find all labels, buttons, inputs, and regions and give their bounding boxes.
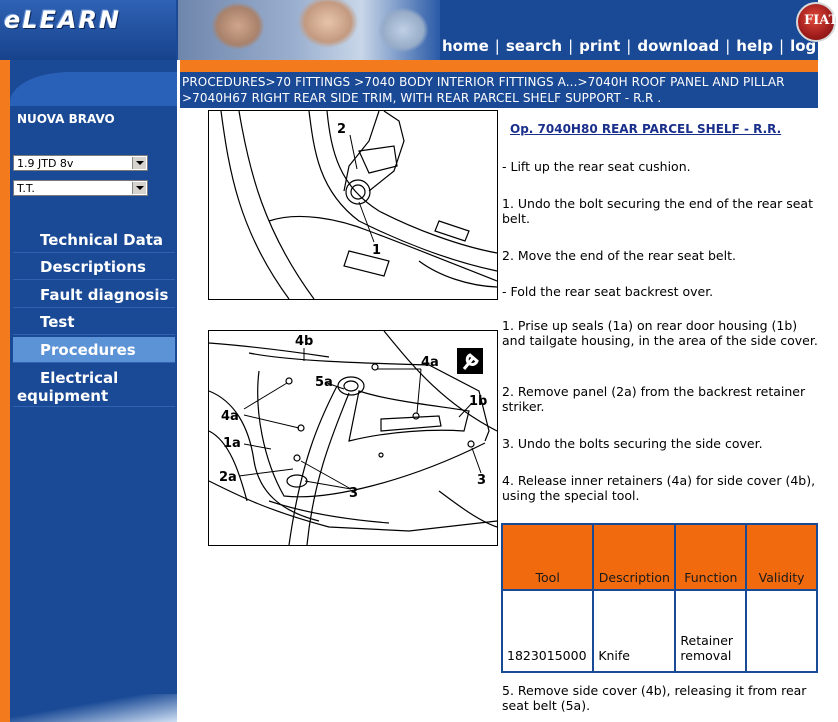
menu-item-label: Technical Data: [40, 231, 164, 249]
menu-item-test[interactable]: [13, 309, 175, 335]
menu-item-label-line-2: equipment: [17, 387, 109, 405]
side-cover-diagram: [209, 331, 497, 545]
procedure-step: 2. Move the end of the rear seat belt.: [502, 248, 736, 263]
header-banner-photo: [178, 0, 440, 60]
logo-text: eLEARN: [4, 6, 122, 34]
menu-item-technical-data[interactable]: [13, 227, 175, 253]
callout-label: 4a: [421, 355, 439, 370]
procedure-step: - Fold the rear seat backrest over.: [502, 284, 714, 299]
seat-belt-diagram: [209, 111, 497, 299]
top-header: [0, 0, 838, 60]
procedure-step: 3. Undo the bolts securing the side cover.: [502, 436, 763, 451]
nav-search-link[interactable]: search: [505, 37, 563, 55]
nav-separator: |: [779, 37, 785, 55]
column-header-description: Description: [593, 524, 675, 590]
version-select[interactable]: [13, 180, 148, 196]
menu-item-label: Procedures: [40, 341, 136, 359]
callout-label: 3: [477, 473, 487, 488]
nav-separator: |: [626, 37, 632, 55]
operation-title-link[interactable]: Op. 7040H80 REAR PARCEL SHELF - R.R.: [510, 122, 782, 136]
cell-description: Knife: [593, 590, 675, 672]
elearn-logo: [0, 0, 176, 60]
sidebar-swoosh: [10, 72, 177, 106]
menu-item-electrical-equipment[interactable]: [13, 365, 175, 407]
menu-item-label: Descriptions: [40, 258, 146, 276]
version-select-value: T.T.: [17, 182, 35, 195]
breadcrumb-line-2: >7040H67 RIGHT REAR SIDE TRIM, WITH REAR PARCEL SHELF SUPPORT - R.R .: [182, 91, 662, 105]
nav-separator: |: [725, 37, 731, 55]
fiat-badge-text: FIAT: [804, 13, 838, 28]
nav-separator: |: [494, 37, 500, 55]
procedure-step: 2. Remove panel (2a) from the backrest retainer striker.: [502, 384, 806, 414]
engine-select[interactable]: [13, 155, 148, 171]
menu-item-label: Test: [40, 313, 75, 331]
menu-item-label: Fault diagnosis: [40, 286, 169, 304]
callout-label: 2a: [219, 470, 237, 485]
nav-download-link[interactable]: download: [637, 37, 720, 55]
engine-select-value: 1.9 JTD 8v: [17, 157, 74, 170]
callout-label: 3: [349, 486, 359, 501]
nav-print-link[interactable]: print: [579, 37, 621, 55]
nav-help-link[interactable]: help: [736, 37, 774, 55]
breadcrumb-line-1: PROCEDURES>70 FITTINGS >7040 BODY INTERIOR FITTINGS A...>7040H ROOF PANEL AND PILLAR: [182, 75, 785, 89]
nav-logout-link[interactable]: log: [790, 37, 817, 55]
menu-item-descriptions[interactable]: [13, 254, 175, 280]
procedure-step: 1. Prise up seals (1a) on rear door housing (1b) and tailgate housing, in the area of the side cover.: [502, 318, 818, 348]
breadcrumb: [180, 72, 818, 108]
callout-label: 1b: [469, 394, 488, 409]
callout-label: 5a: [315, 375, 333, 390]
figure-side-cover: [208, 330, 498, 546]
nav-separator: |: [568, 37, 574, 55]
sidebar-footer-swoosh: [10, 694, 177, 722]
top-navigation: [442, 36, 816, 56]
tool-table: [501, 523, 818, 673]
cell-validity: [746, 590, 817, 672]
model-name: NUOVA BRAVO: [17, 112, 115, 126]
menu-item-label-line-1: Electrical: [40, 369, 119, 387]
orange-side-strip: [0, 60, 10, 722]
table-row: [502, 590, 817, 672]
chevron-down-icon[interactable]: [132, 157, 146, 169]
callout-label: 4b: [295, 334, 314, 349]
column-header-validity: Validity: [746, 524, 817, 590]
callout-label: 2: [337, 122, 347, 137]
cell-tool-code: 1823015000: [502, 590, 593, 672]
procedure-step: 5. Remove side cover (4b), releasing it from rear seat belt (5a).: [502, 683, 807, 713]
procedure-step: 1. Undo the bolt securing the end of the rear seat belt.: [502, 196, 813, 226]
table-header-row: [502, 524, 817, 590]
menu-item-procedures[interactable]: [13, 337, 175, 363]
vertical-divider: [177, 60, 180, 722]
cell-function: Retainer removal: [675, 590, 746, 672]
menu-item-fault-diagnosis[interactable]: [13, 282, 175, 308]
callout-label: 1a: [223, 436, 241, 451]
column-header-tool: Tool: [502, 524, 593, 590]
figure-seat-belt-bolt: [208, 110, 498, 300]
menu-item-label: [17, 369, 167, 405]
procedure-step: - Lift up the rear seat cushion.: [502, 159, 691, 174]
column-header-function: Function: [675, 524, 746, 590]
chevron-down-icon[interactable]: [132, 182, 146, 194]
procedure-step: 4. Release inner retainers (4a) for side cover (4b), using the special tool.: [502, 473, 816, 503]
nav-home-link[interactable]: home: [442, 37, 489, 55]
callout-label: 1: [372, 243, 382, 258]
callout-label: 4a: [221, 409, 239, 424]
